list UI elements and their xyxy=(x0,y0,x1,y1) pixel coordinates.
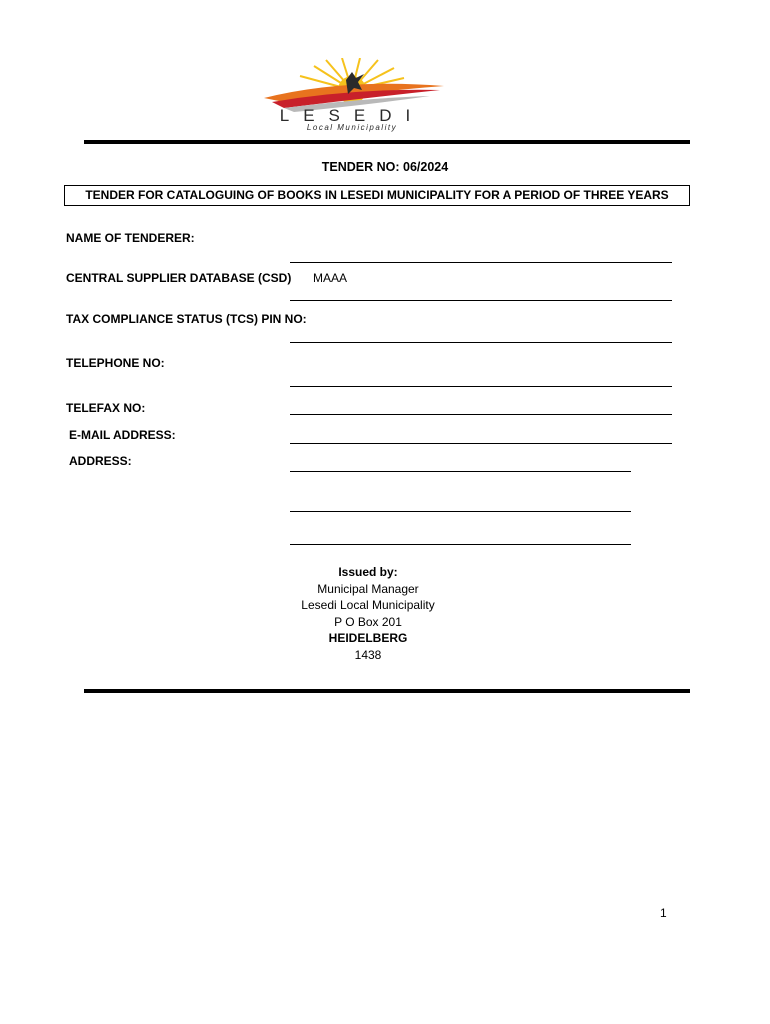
csd-value: MAAA xyxy=(313,271,348,285)
issued-by-heading: Issued by: xyxy=(338,565,398,579)
logo-wordmark: LESEDI xyxy=(279,106,425,125)
tcs-line[interactable] xyxy=(290,342,672,343)
issued-by-city: HEIDELBERG xyxy=(328,631,408,645)
address-line-2[interactable] xyxy=(290,511,631,512)
issued-by-postal-code: 1438 xyxy=(354,647,382,662)
issued-by-organization: Lesedi Local Municipality xyxy=(301,598,435,612)
email-line[interactable] xyxy=(290,443,672,444)
email-label: E-MAIL ADDRESS: xyxy=(69,428,176,442)
issued-by-block xyxy=(0,564,736,663)
csd-line[interactable] xyxy=(290,300,672,301)
name-of-tenderer-label: NAME OF TENDERER: xyxy=(66,231,195,245)
telefax-label: TELEFAX NO: xyxy=(66,401,146,415)
page-number: 1 xyxy=(660,906,667,920)
name-of-tenderer-line[interactable] xyxy=(290,262,672,263)
issued-by-title: Municipal Manager xyxy=(317,581,419,596)
logo-subtitle: Local Municipality xyxy=(306,123,398,132)
telefax-line[interactable] xyxy=(290,414,672,415)
tender-number: TENDER NO: 06/2024 xyxy=(321,160,449,174)
header-rule xyxy=(84,140,690,144)
footer-rule xyxy=(84,689,690,693)
tcs-label: TAX COMPLIANCE STATUS (TCS) PIN NO: xyxy=(66,312,307,326)
lesedi-logo xyxy=(254,58,450,132)
address-line-1[interactable] xyxy=(290,471,631,472)
address-line-3[interactable] xyxy=(290,544,631,545)
telephone-label: TELEPHONE NO: xyxy=(66,356,165,370)
address-label: ADDRESS: xyxy=(69,454,132,468)
telephone-line[interactable] xyxy=(290,386,672,387)
csd-label: CENTRAL SUPPLIER DATABASE (CSD) xyxy=(66,271,292,285)
issued-by-po-box: P O Box 201 xyxy=(334,614,402,629)
tender-title: TENDER FOR CATALOGUING OF BOOKS IN LESEDI MUNICIPALITY FOR A PERIOD OF THREE YEARS xyxy=(64,185,690,206)
